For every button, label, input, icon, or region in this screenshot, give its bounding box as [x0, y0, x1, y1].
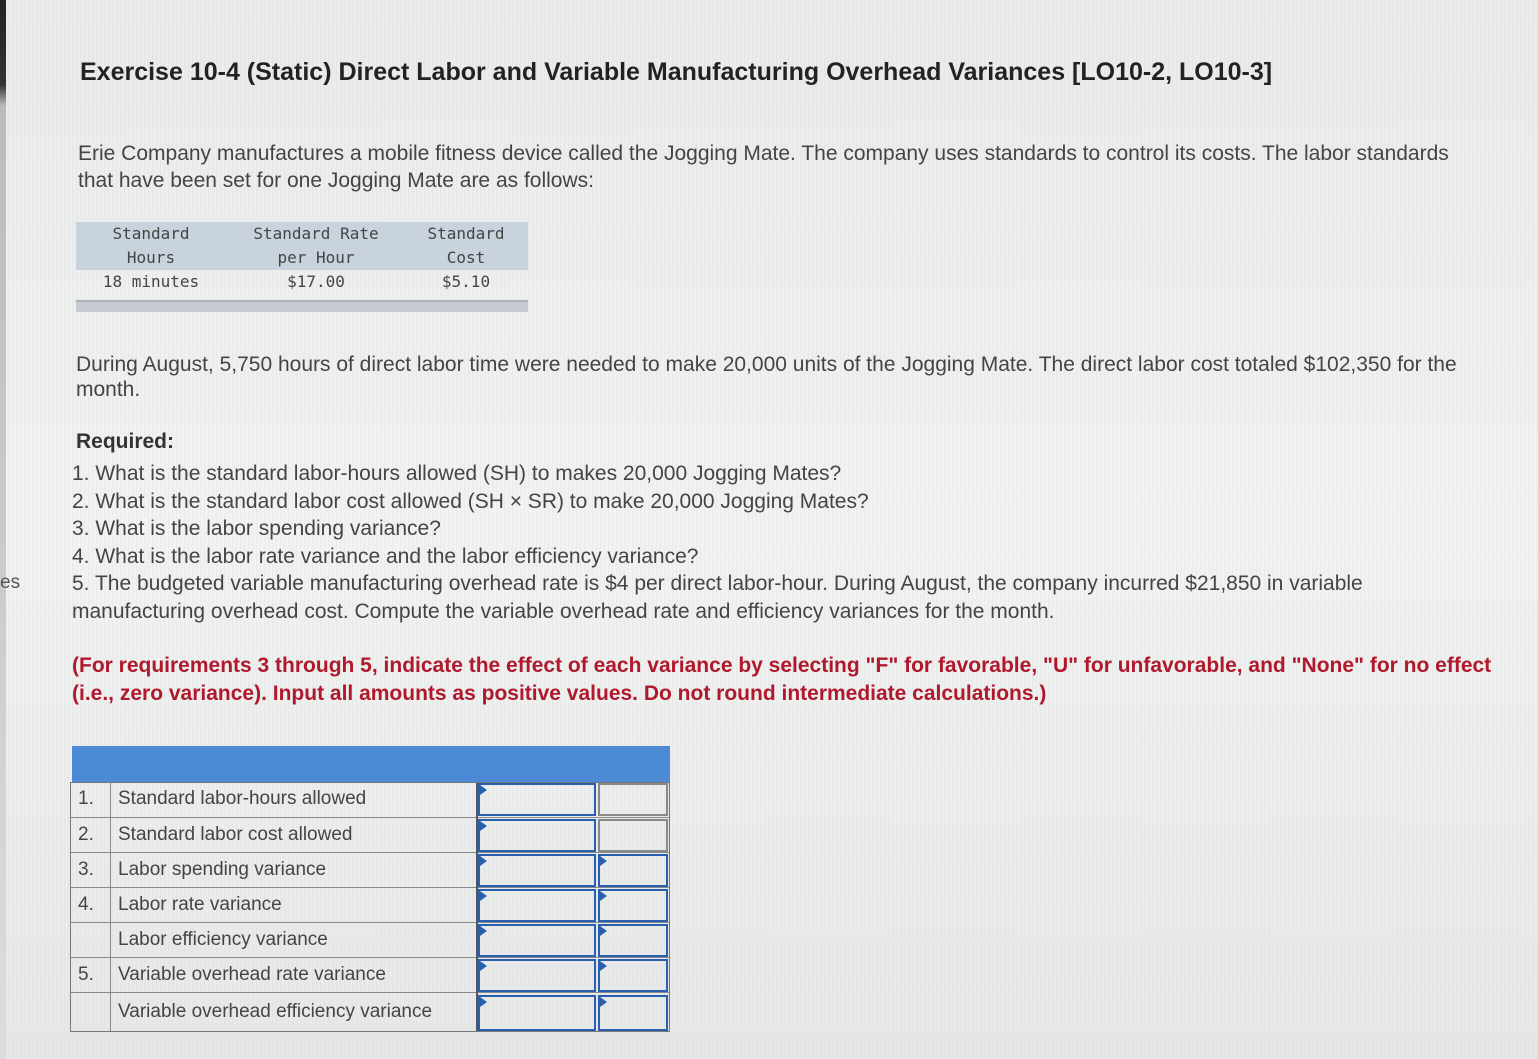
col-header-line: Standard Rate [253, 224, 379, 243]
row-number: 2. [78, 824, 94, 845]
row-number: 5. [78, 964, 94, 985]
table-row [70, 957, 670, 993]
table-row [70, 992, 670, 1033]
empty-cell [598, 819, 668, 852]
table-row [70, 852, 670, 888]
row-label: Labor spending variance [118, 859, 327, 880]
input-caret-icon [480, 785, 487, 795]
input-caret-icon [600, 856, 607, 866]
col-header-line: per Hour [277, 248, 355, 267]
intro-paragraph: Erie Company manufactures a mobile fitness device called the Jogging Mate. The company uses standards to control its costs. The labor standards that have been set for one Jogging Mate are as follows: [78, 142, 1449, 192]
amount-input[interactable] [478, 854, 596, 887]
col-header-line: Standard [112, 224, 190, 243]
col-header-line: Standard [427, 224, 505, 243]
instructions-note: (For requirements 3 through 5, indicate the effect of each variance by selecting "F" for favorable, "U" for unfavorable, and "None" for no effect (i.e., zero variance). Input all amounts as positive values. Do not round intermediate calculations.) [72, 654, 1492, 705]
input-caret-icon [480, 926, 487, 936]
screen-edge [0, 0, 6, 1059]
effect-select[interactable] [598, 889, 668, 922]
standard-hours-value: 18 minutes [102, 272, 200, 291]
row-label: Standard labor cost allowed [118, 824, 353, 845]
column-divider [110, 782, 111, 1032]
standard-cost-column [416, 222, 516, 294]
amount-input[interactable] [478, 783, 596, 816]
amount-input[interactable] [478, 889, 596, 922]
table-row [70, 782, 670, 817]
row-number: 4. [78, 894, 94, 915]
input-caret-icon [600, 997, 607, 1007]
standard-rate-column [236, 222, 396, 294]
empty-cell [598, 783, 668, 816]
input-caret-icon [480, 856, 487, 866]
requirement-item: 1. What is the standard labor-hours allowed (SH) to makes 20,000 Jogging Mates? [72, 462, 842, 485]
requirement-item: 5. The budgeted variable manufacturing overhead rate is $4 per direct labor-hour. During August, the company incurred $21,850 in variable manufacturing overhead cost. Compute the variable overhead rate and efficiency variances for the month. [72, 572, 1363, 623]
col-header-line: Cost [446, 248, 486, 267]
col-header-line: Hours [126, 248, 176, 267]
input-caret-icon [480, 891, 487, 901]
requirements-list [72, 460, 1492, 625]
requirement-item: 4. What is the labor rate variance and the labor efficiency variance? [72, 544, 699, 568]
requirement-item: 2. What is the standard labor cost allowed (SH × SR) to make 20,000 Jogging Mates? [72, 489, 869, 513]
effect-select[interactable] [598, 924, 668, 957]
effect-select[interactable] [598, 854, 668, 887]
row-label: Variable overhead rate variance [118, 964, 386, 985]
input-caret-icon [480, 997, 487, 1007]
column-divider [476, 782, 478, 1032]
input-caret-icon [600, 926, 607, 936]
table-row [70, 817, 670, 853]
input-caret-icon [480, 821, 487, 831]
amount-input[interactable] [478, 959, 596, 992]
effect-select[interactable] [598, 995, 668, 1031]
input-caret-icon [600, 961, 607, 971]
input-caret-icon [600, 891, 607, 901]
row-number: 3. [78, 859, 94, 880]
standard-cost-value: $5.10 [441, 272, 491, 291]
standards-table-footer [76, 300, 528, 312]
answer-table [70, 746, 672, 1032]
row-label: Labor rate variance [118, 894, 282, 915]
standard-rate-value: $17.00 [287, 272, 345, 291]
exercise-title: Exercise 10-4 (Static) Direct Labor and Variable Manufacturing Overhead Variances [LO10-2, LO10-3] [80, 58, 1273, 86]
table-row [70, 887, 670, 923]
input-caret-icon [480, 961, 487, 971]
row-label: Variable overhead efficiency variance [118, 1001, 433, 1022]
amount-input[interactable] [478, 819, 596, 852]
row-label: Standard labor-hours allowed [118, 788, 367, 809]
requirement-item: 3. What is the labor spending variance? [72, 517, 441, 540]
effect-select[interactable] [598, 959, 668, 992]
row-label: Labor efficiency variance [118, 929, 328, 950]
august-data-paragraph: During August, 5,750 hours of direct labor time were needed to make 20,000 units of the Jogging Mate. The direct labor cost totaled $102,350 for the month. [76, 353, 1457, 401]
amount-input[interactable] [478, 995, 596, 1031]
cropped-edge-text: es [0, 572, 21, 593]
amount-input[interactable] [478, 924, 596, 957]
row-number: 1. [78, 788, 94, 809]
table-row [70, 922, 670, 958]
answer-table-header [72, 746, 670, 782]
required-heading: Required: [76, 430, 175, 453]
standards-table [76, 222, 528, 314]
standard-hours-column [96, 222, 206, 294]
